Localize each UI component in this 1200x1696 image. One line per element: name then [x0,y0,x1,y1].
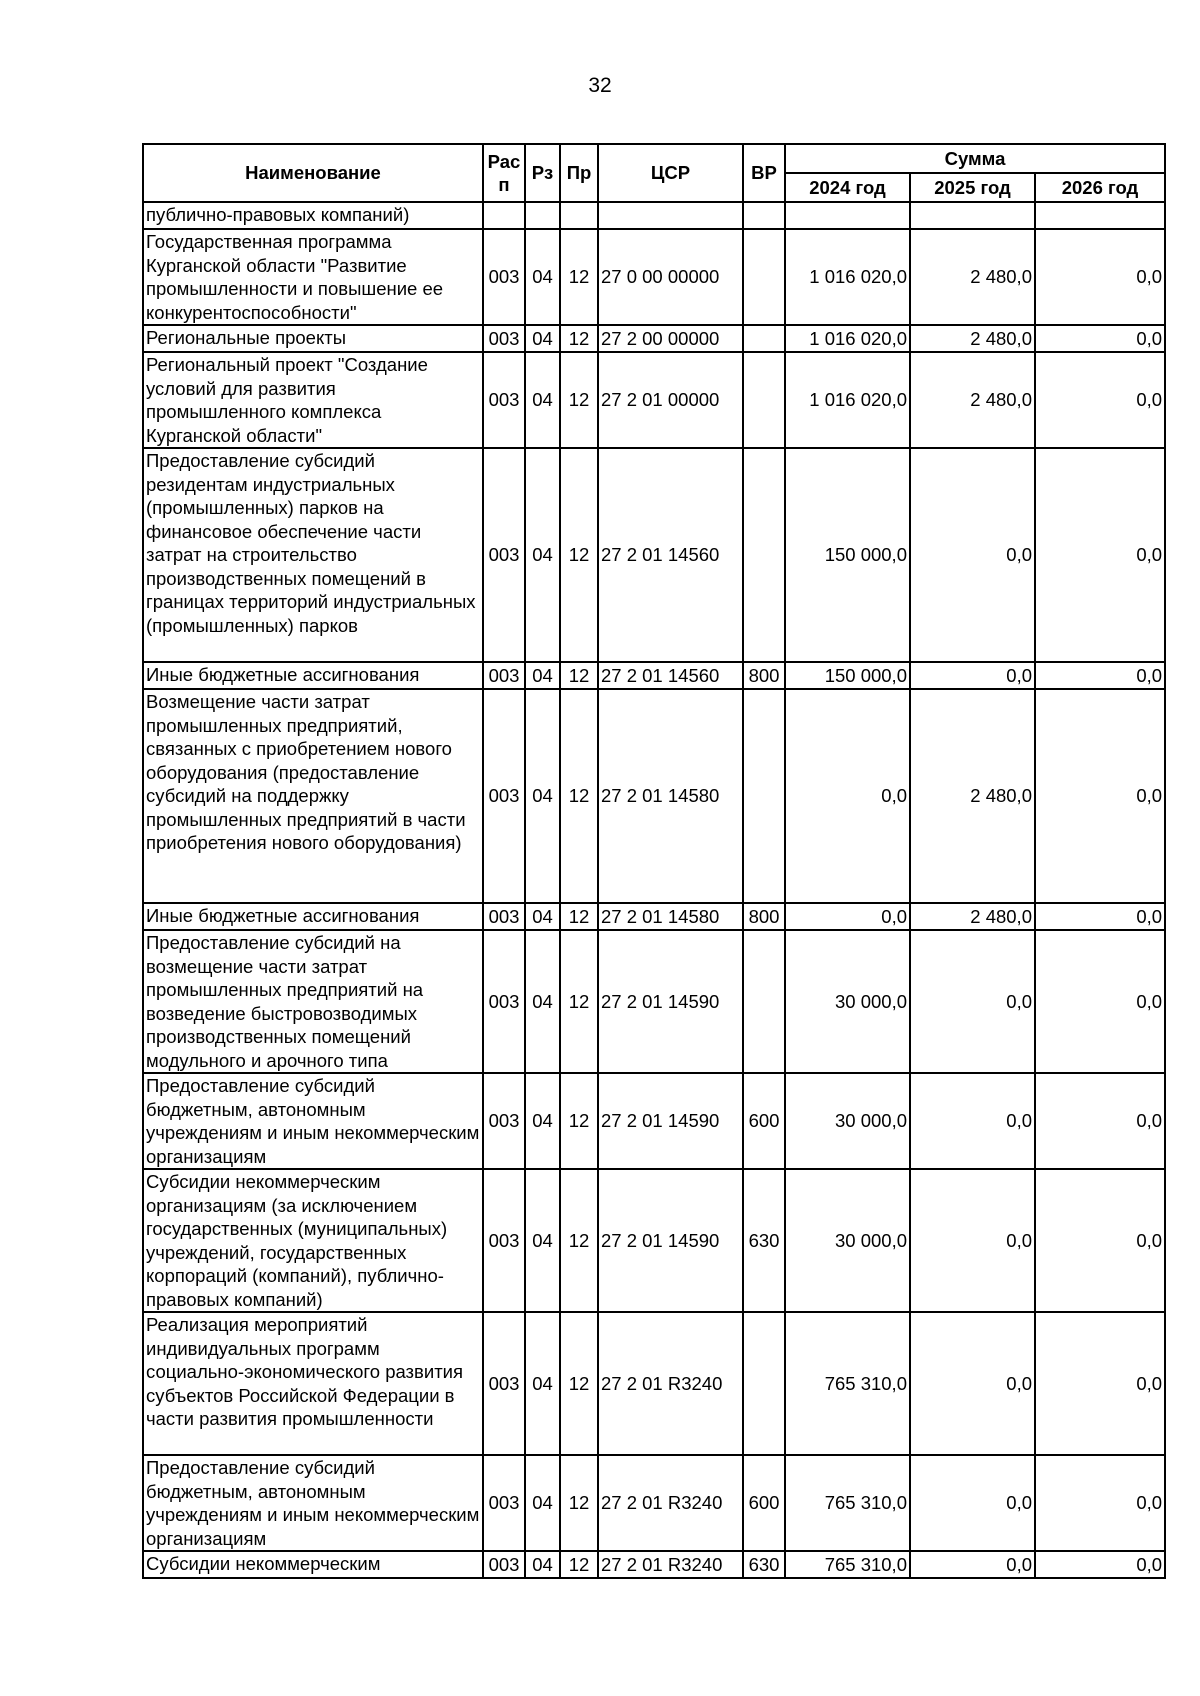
cell-rasp: 003 [483,1169,525,1312]
cell-pr: 12 [560,325,598,352]
cell-2024: 30 000,0 [785,1169,910,1312]
cell-pr: 12 [560,903,598,930]
table-row [143,1073,1165,1169]
table-row [143,202,1165,229]
header-vr: ВР [743,144,785,202]
cell-rasp: 003 [483,1455,525,1551]
table-row [143,1312,1165,1455]
cell-2026: 0,0 [1035,903,1165,930]
cell-2025 [910,202,1035,229]
cell-pr: 12 [560,1455,598,1551]
cell-rz [525,202,560,229]
header-2024: 2024 год [785,173,910,202]
cell-pr: 12 [560,352,598,448]
cell-vr [743,930,785,1073]
cell-name: Предоставление субсидий резидентам индустриальных (промышленных) парков на финансовое обеспечение части затрат на строительство производственных помещений в границах территорий индустриальных (промышленных) парков [143,448,483,662]
table-row [143,448,1165,662]
cell-pr [560,202,598,229]
cell-pr: 12 [560,1169,598,1312]
table-row [143,1551,1165,1578]
cell-csr: 27 2 01 14590 [598,930,743,1073]
cell-rasp: 003 [483,325,525,352]
cell-rasp: 003 [483,1551,525,1578]
table-row [143,325,1165,352]
cell-pr: 12 [560,689,598,903]
cell-2024: 1 016 020,0 [785,352,910,448]
cell-pr: 12 [560,930,598,1073]
cell-rasp: 003 [483,352,525,448]
cell-2025: 2 480,0 [910,229,1035,325]
cell-pr: 12 [560,1551,598,1578]
cell-csr [598,202,743,229]
header-csr: ЦСР [598,144,743,202]
cell-name: Реализация мероприятий индивидуальных программ социально-экономического развития субъектов Российской Федерации в части развития промышленности [143,1312,483,1455]
cell-name: Иные бюджетные ассигнования [143,662,483,689]
cell-rz: 04 [525,903,560,930]
table-row [143,689,1165,903]
cell-vr [743,1312,785,1455]
header-pr: Пр [560,144,598,202]
cell-2024: 150 000,0 [785,448,910,662]
cell-csr: 27 2 01 14560 [598,662,743,689]
cell-2025: 2 480,0 [910,352,1035,448]
cell-2025: 0,0 [910,1169,1035,1312]
table-row [143,903,1165,930]
cell-2026: 0,0 [1035,352,1165,448]
header-sum: Сумма [785,144,1165,173]
header-rz: Рз [525,144,560,202]
table-row [143,662,1165,689]
cell-name: Субсидии некоммерческим [143,1551,483,1578]
cell-pr: 12 [560,1073,598,1169]
cell-2024: 30 000,0 [785,930,910,1073]
cell-2024: 30 000,0 [785,1073,910,1169]
cell-2025: 0,0 [910,1312,1035,1455]
cell-name: Региональные проекты [143,325,483,352]
cell-rz: 04 [525,1455,560,1551]
cell-csr: 27 2 01 14590 [598,1073,743,1169]
cell-vr [743,689,785,903]
cell-rz: 04 [525,1073,560,1169]
cell-2026: 0,0 [1035,325,1165,352]
header-2025: 2025 год [910,173,1035,202]
cell-rz: 04 [525,352,560,448]
cell-2024: 1 016 020,0 [785,325,910,352]
page-number: 32 [588,74,612,97]
cell-csr: 27 2 01 14580 [598,689,743,903]
cell-csr: 27 2 01 14580 [598,903,743,930]
cell-2026: 0,0 [1035,1312,1165,1455]
cell-2024: 0,0 [785,903,910,930]
cell-vr: 600 [743,1455,785,1551]
cell-2026 [1035,202,1165,229]
table-row [143,1169,1165,1312]
cell-2025: 0,0 [910,1073,1035,1169]
cell-csr: 27 2 01 14590 [598,1169,743,1312]
table-row [143,352,1165,448]
cell-rasp: 003 [483,1312,525,1455]
cell-2025: 0,0 [910,662,1035,689]
cell-2026: 0,0 [1035,689,1165,903]
cell-vr: 600 [743,1073,785,1169]
header-name: Наименование [143,144,483,202]
cell-csr: 27 2 01 14560 [598,448,743,662]
cell-2025: 0,0 [910,1455,1035,1551]
cell-vr: 630 [743,1551,785,1578]
cell-vr [743,352,785,448]
cell-rz: 04 [525,1169,560,1312]
table-row [143,229,1165,325]
cell-2025: 0,0 [910,930,1035,1073]
cell-rasp: 003 [483,229,525,325]
cell-2026: 0,0 [1035,1169,1165,1312]
cell-rz: 04 [525,448,560,662]
cell-2026: 0,0 [1035,1551,1165,1578]
cell-vr: 800 [743,903,785,930]
cell-rz: 04 [525,325,560,352]
cell-name: Предоставление субсидий бюджетным, автономным учреждениям и иным некоммерческим организациям [143,1073,483,1169]
budget-table [142,143,1166,1579]
cell-2024: 1 016 020,0 [785,229,910,325]
cell-csr: 27 2 01 00000 [598,352,743,448]
cell-csr: 27 2 01 R3240 [598,1312,743,1455]
cell-csr: 27 2 01 R3240 [598,1455,743,1551]
cell-2025: 2 480,0 [910,903,1035,930]
cell-rasp: 003 [483,903,525,930]
cell-name: публично-правовых компаний) [143,202,483,229]
cell-rasp: 003 [483,930,525,1073]
cell-pr: 12 [560,229,598,325]
cell-vr: 800 [743,662,785,689]
cell-2026: 0,0 [1035,1073,1165,1169]
cell-2024: 765 310,0 [785,1312,910,1455]
cell-pr: 12 [560,448,598,662]
cell-rz: 04 [525,1551,560,1578]
cell-2026: 0,0 [1035,448,1165,662]
cell-name: Государственная программа Курганской области "Развитие промышленности и повышение ее конкурентоспособности" [143,229,483,325]
cell-2024: 765 310,0 [785,1455,910,1551]
table-row [143,930,1165,1073]
cell-rasp: 003 [483,662,525,689]
cell-name: Региональный проект "Создание условий для развития промышленного комплекса Курганской области" [143,352,483,448]
cell-name: Субсидии некоммерческим организациям (за исключением государственных (муниципальных) учреждений, государственных корпораций (компаний), публично-правовых компаний) [143,1169,483,1312]
cell-2025: 2 480,0 [910,325,1035,352]
cell-2025: 0,0 [910,448,1035,662]
cell-csr: 27 0 00 00000 [598,229,743,325]
cell-2025: 0,0 [910,1551,1035,1578]
cell-2025: 2 480,0 [910,689,1035,903]
cell-name: Иные бюджетные ассигнования [143,903,483,930]
cell-2026: 0,0 [1035,662,1165,689]
cell-2024: 765 310,0 [785,1551,910,1578]
cell-rz: 04 [525,1312,560,1455]
cell-2024: 150 000,0 [785,662,910,689]
cell-vr: 630 [743,1169,785,1312]
cell-rz: 04 [525,930,560,1073]
cell-vr [743,202,785,229]
cell-2024: 0,0 [785,689,910,903]
header-2026: 2026 год [1035,173,1165,202]
header-rasp: Рас п [483,144,525,202]
cell-rasp: 003 [483,448,525,662]
cell-vr [743,325,785,352]
cell-name: Предоставление субсидий бюджетным, автономным учреждениям и иным некоммерческим организациям [143,1455,483,1551]
table-body [143,202,1165,1578]
cell-name: Предоставление субсидий на возмещение части затрат промышленных предприятий на возведение быстровозводимых производственных помещений модульного и арочного типа [143,930,483,1073]
cell-2026: 0,0 [1035,1455,1165,1551]
cell-name: Возмещение части затрат промышленных предприятий, связанных с приобретением нового оборудования (предоставление субсидий на поддержку промышленных предприятий в части приобретения нового оборудования) [143,689,483,903]
cell-rasp [483,202,525,229]
cell-rz: 04 [525,229,560,325]
cell-vr [743,448,785,662]
table-row [143,1455,1165,1551]
cell-csr: 27 2 00 00000 [598,325,743,352]
cell-rasp: 003 [483,1073,525,1169]
cell-vr [743,229,785,325]
cell-pr: 12 [560,1312,598,1455]
cell-rz: 04 [525,689,560,903]
cell-2026: 0,0 [1035,930,1165,1073]
cell-rasp: 003 [483,689,525,903]
cell-2026: 0,0 [1035,229,1165,325]
cell-rz: 04 [525,662,560,689]
cell-pr: 12 [560,662,598,689]
cell-csr: 27 2 01 R3240 [598,1551,743,1578]
cell-2024 [785,202,910,229]
